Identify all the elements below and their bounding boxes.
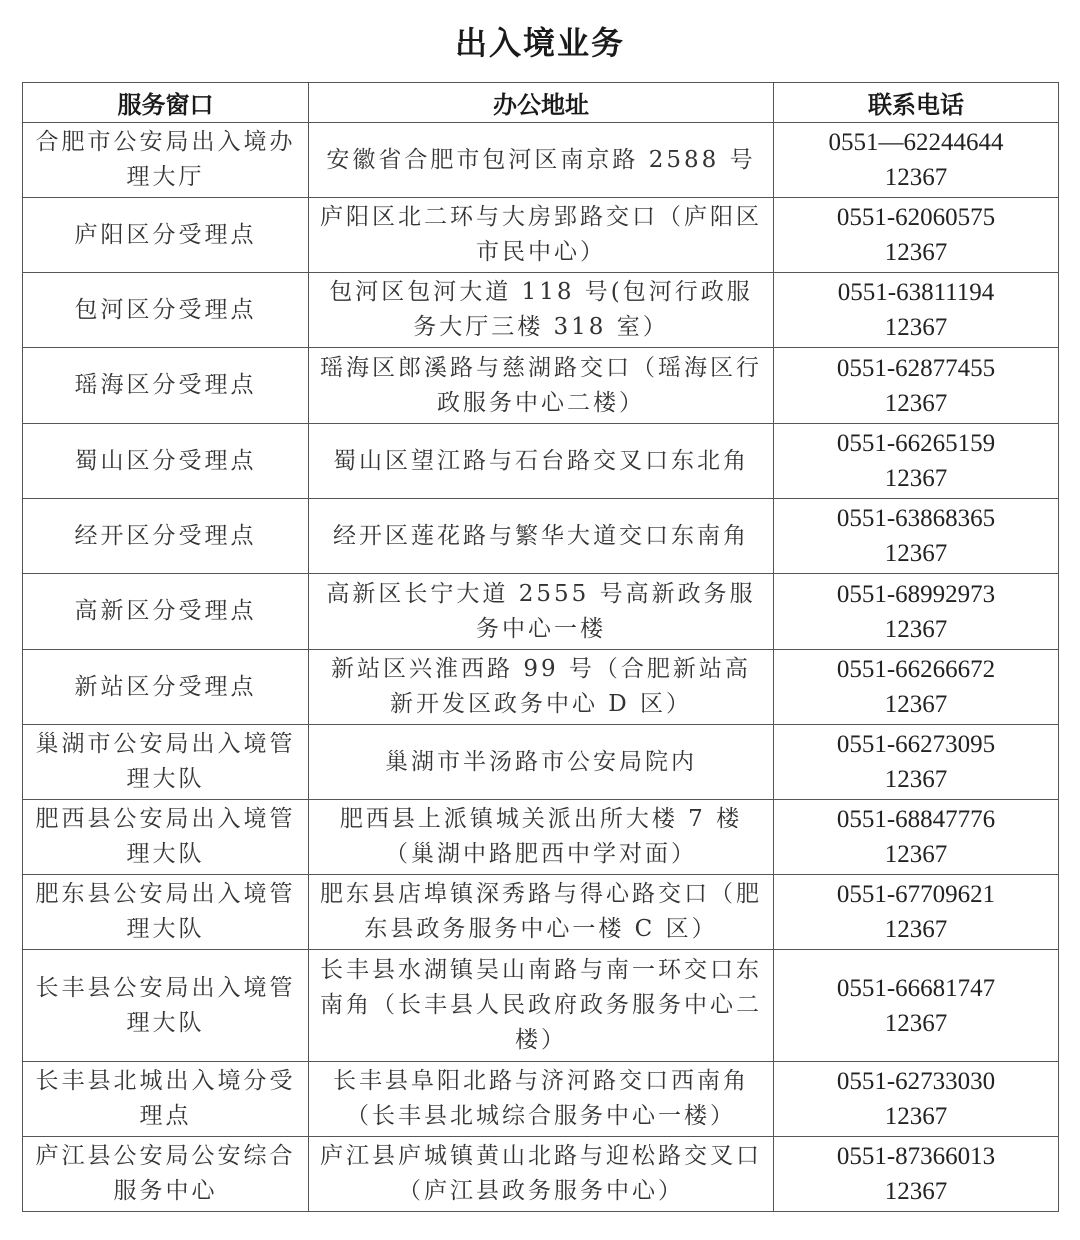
table-row (23, 800, 1059, 875)
hotline-number: 12367 (884, 1178, 948, 1205)
phone-number: 0551-66681747 (836, 974, 996, 1002)
hotline-number: 12367 (884, 540, 948, 567)
address-cell: 安徽省合肥市包河区南京路 2588 号 (309, 123, 774, 198)
table-row (23, 273, 1059, 348)
header-window: 服务窗口 (23, 83, 309, 123)
address-cell: 肥东县店埠镇深秀路与得心路交口（肥东县政务服务中心一楼 C 区） (309, 875, 774, 950)
table-row (23, 348, 1059, 424)
table-row (23, 1062, 1059, 1137)
service-window-cell: 庐阳区分受理点 (23, 198, 309, 273)
hotline-number: 12367 (884, 314, 948, 341)
service-table (22, 82, 1059, 1212)
hotline-number: 12367 (884, 389, 948, 417)
table-row (23, 725, 1059, 800)
address-cell: 长丰县阜阳北路与济河路交口西南角（长丰县北城综合服务中心一楼） (309, 1062, 774, 1137)
address-cell: 高新区长宁大道 2555 号高新政务服务中心一楼 (309, 574, 774, 650)
phone-number: 0551-87366013 (836, 1143, 996, 1170)
phone-number: 0551-66266672 (836, 656, 996, 683)
table-row (23, 424, 1059, 499)
address-cell: 巢湖市半汤路市公安局院内 (309, 725, 774, 800)
phone-cell (774, 273, 1059, 348)
hotline-number: 12367 (884, 465, 948, 492)
phone-number: 0551-63811194 (837, 279, 995, 306)
phone-cell (774, 424, 1059, 499)
service-window-cell: 肥东县公安局出入境管理大队 (23, 875, 309, 950)
table-row (23, 499, 1059, 574)
hotline-number: 12367 (884, 841, 948, 868)
hotline-number: 12367 (884, 916, 948, 943)
table-row (23, 198, 1059, 273)
table-row (23, 950, 1059, 1062)
hotline-number: 12367 (884, 615, 948, 643)
service-window-cell: 长丰县北城出入境分受理点 (23, 1062, 309, 1137)
hotline-number: 12367 (884, 766, 948, 793)
address-cell: 庐阳区北二环与大房郢路交口（庐阳区市民中心） (309, 198, 774, 273)
phone-number: 0551-62877455 (836, 354, 996, 382)
phone-number: 0551-63868365 (836, 505, 996, 532)
phone-cell (774, 348, 1059, 424)
address-cell: 蜀山区望江路与石台路交叉口东北角 (309, 424, 774, 499)
address-cell: 瑶海区郎溪路与慈湖路交口（瑶海区行政服务中心二楼） (309, 348, 774, 424)
address-cell: 长丰县水湖镇吴山南路与南一环交口东南角（长丰县人民政府政务服务中心二楼） (309, 950, 774, 1062)
hotline-number: 12367 (884, 239, 948, 266)
phone-number: 0551-67709621 (836, 881, 996, 908)
phone-cell (774, 499, 1059, 574)
service-window-cell: 瑶海区分受理点 (23, 348, 309, 424)
phone-number: 0551-68992973 (836, 580, 996, 608)
service-window-cell: 经开区分受理点 (23, 499, 309, 574)
address-cell: 经开区莲花路与繁华大道交口东南角 (309, 499, 774, 574)
phone-cell (774, 800, 1059, 875)
page-title: 出入境业务 (454, 24, 625, 62)
service-window-cell: 肥西县公安局出入境管理大队 (23, 800, 309, 875)
service-window-cell: 蜀山区分受理点 (23, 424, 309, 499)
phone-cell (774, 198, 1059, 273)
hotline-number: 12367 (884, 164, 948, 191)
service-window-cell: 高新区分受理点 (23, 574, 309, 650)
address-cell: 肥西县上派镇城关派出所大楼 7 楼（巢湖中路肥西中学对面） (309, 800, 774, 875)
phone-cell (774, 725, 1059, 800)
service-window-cell: 巢湖市公安局出入境管理大队 (23, 725, 309, 800)
service-window-cell: 庐江县公安局公安综合服务中心 (23, 1137, 309, 1212)
phone-cell (774, 1137, 1059, 1212)
phone-number: 0551-66265159 (836, 430, 996, 457)
header-address: 办公地址 (309, 83, 774, 123)
address-cell: 包河区包河大道 118 号(包河行政服务大厅三楼 318 室） (309, 273, 774, 348)
service-window-cell: 新站区分受理点 (23, 650, 309, 725)
table-row (23, 123, 1059, 198)
service-window-cell: 包河区分受理点 (23, 273, 309, 348)
table-row (23, 875, 1059, 950)
hotline-number: 12367 (884, 1103, 948, 1130)
phone-cell (774, 650, 1059, 725)
table-row (23, 574, 1059, 650)
phone-number: 0551-62060575 (836, 204, 996, 231)
service-window-cell: 长丰县公安局出入境管理大队 (23, 950, 309, 1062)
table-row (23, 1137, 1059, 1212)
phone-number: 0551—62244644 (828, 129, 1004, 156)
table-header-row (23, 83, 1059, 123)
phone-number: 0551-68847776 (836, 806, 996, 833)
service-window-cell: 合肥市公安局出入境办理大厅 (23, 123, 309, 198)
hotline-number: 12367 (884, 691, 948, 718)
address-cell: 庐江县庐城镇黄山北路与迎松路交叉口（庐江县政务服务中心） (309, 1137, 774, 1212)
address-cell: 新站区兴淮西路 99 号（合肥新站高新开发区政务中心 D 区） (309, 650, 774, 725)
phone-cell (774, 875, 1059, 950)
phone-number: 0551-62733030 (836, 1068, 996, 1095)
hotline-number: 12367 (884, 1009, 948, 1037)
phone-cell (774, 1062, 1059, 1137)
phone-cell (774, 950, 1059, 1062)
table-row (23, 650, 1059, 725)
phone-cell (774, 123, 1059, 198)
phone-number: 0551-66273095 (836, 731, 996, 758)
phone-cell (774, 574, 1059, 650)
header-phone: 联系电话 (774, 83, 1059, 123)
